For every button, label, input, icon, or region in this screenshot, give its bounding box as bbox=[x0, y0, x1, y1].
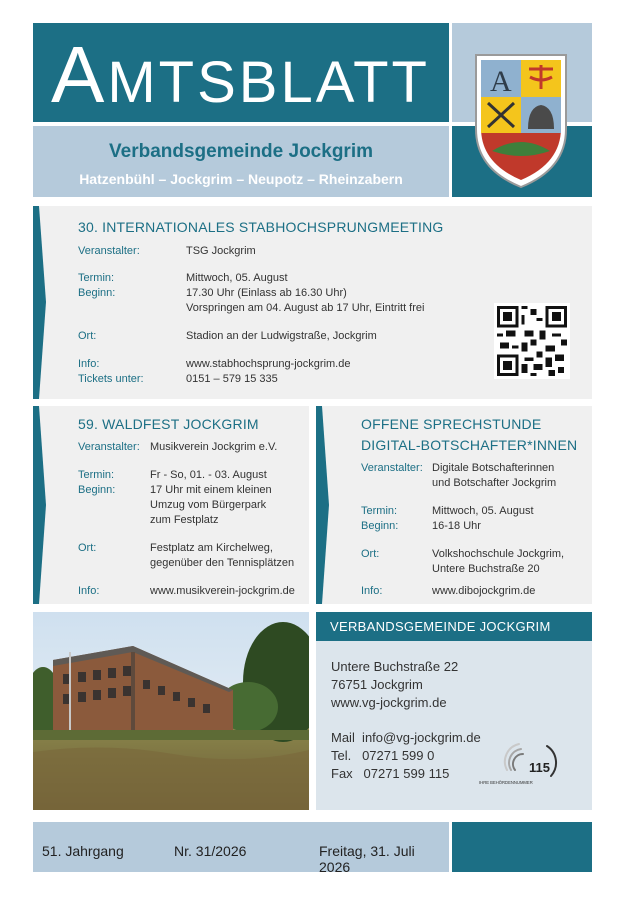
footer-bar bbox=[33, 822, 449, 875]
footer-issue-number: Nr. 31/2026 bbox=[174, 843, 247, 859]
chevron-marker bbox=[33, 406, 46, 604]
value-veranstalter: Musikverein Jockgrim e.V. bbox=[150, 441, 278, 453]
chevron-marker bbox=[33, 206, 46, 399]
municipality-name: Verbandsgemeinde Jockgrim bbox=[109, 141, 373, 162]
value-ort-line2: Untere Buchstraße 20 bbox=[432, 563, 540, 575]
coat-of-arms-logo bbox=[472, 51, 570, 191]
value-termin: Mittwoch, 05. August bbox=[186, 272, 288, 284]
value-info-link[interactable]: www.stabhochsprung-jockgrim.de bbox=[186, 358, 351, 370]
value-tickets-phone: 0151 – 579 15 335 bbox=[186, 373, 278, 385]
footer-jahrgang: 51. Jahrgang bbox=[42, 843, 124, 859]
subtitle-banner bbox=[33, 126, 449, 197]
label-info: Info: bbox=[78, 358, 100, 370]
label-beginn: Beginn: bbox=[78, 484, 116, 496]
label-beginn: Beginn: bbox=[78, 287, 116, 299]
contact-panel bbox=[316, 612, 592, 810]
value-beginn: 17 Uhr mit einem kleinen bbox=[150, 484, 272, 496]
contact-street: Untere Buchstraße 22 bbox=[331, 659, 459, 674]
label-info: Info: bbox=[78, 585, 100, 597]
label-veranstalter: Veranstalter: bbox=[361, 462, 423, 474]
qr-code-icon[interactable] bbox=[494, 303, 570, 379]
masthead-title bbox=[51, 30, 430, 123]
value-beginn-note: Vorspringen am 04. August ab 17 Uhr, Eintritt frei bbox=[186, 302, 425, 314]
value-beginn: 17.30 Uhr (Einlass ab 16.30 Uhr) bbox=[186, 287, 347, 299]
event-title: 30. INTERNATIONALES STABHOCHSPRUNGMEETING bbox=[78, 219, 444, 235]
title-initial: A bbox=[51, 30, 108, 119]
label-termin: Termin: bbox=[78, 469, 115, 481]
contact-city: 76751 Jockgrim bbox=[331, 677, 423, 692]
contact-mail[interactable]: Mail info@vg-jockgrim.de bbox=[331, 730, 481, 745]
value-ort-line2: gegenüber den Tennisplätzen bbox=[150, 557, 295, 569]
label-veranstalter: Veranstalter: bbox=[78, 245, 140, 257]
contact-website-link[interactable]: www.vg-jockgrim.de bbox=[331, 695, 447, 710]
municipality-towns: Hatzenbühl – Jockgrim – Neupotz – Rheinzabern bbox=[79, 171, 403, 187]
event-title: OFFENE SPRECHSTUNDE bbox=[361, 416, 542, 432]
value-info-link[interactable]: www.dibojockgrim.de bbox=[432, 585, 536, 597]
label-ort: Ort: bbox=[361, 548, 380, 560]
contact-tel: Tel. 07271 599 0 bbox=[331, 748, 435, 763]
value-info-link[interactable]: www.musikverein-jockgrim.de bbox=[150, 585, 295, 597]
label-beginn: Beginn: bbox=[361, 520, 399, 532]
value-termin: Fr - So, 01. - 03. August bbox=[150, 469, 267, 481]
value-veranstalter: TSG Jockgrim bbox=[186, 245, 256, 257]
value-veranstalter-line2: und Botschafter Jockgrim bbox=[432, 477, 557, 489]
value-beginn-line2: Umzug vom Bürgerpark bbox=[150, 499, 267, 511]
value-ort: Festplatz am Kirchelweg, bbox=[150, 542, 273, 554]
footer-date: Freitag, 31. Juli 2026 bbox=[319, 843, 415, 875]
contact-heading: VERBANDSGEMEINDE JOCKGRIM bbox=[316, 612, 592, 641]
behoerdennummer-115-logo bbox=[475, 736, 565, 788]
label-termin: Termin: bbox=[361, 505, 398, 517]
value-termin: Mittwoch, 05. August bbox=[432, 505, 534, 517]
value-ort: Volkshochschule Jockgrim, bbox=[432, 548, 565, 560]
chevron-marker bbox=[316, 406, 329, 604]
value-beginn-line3: zum Festplatz bbox=[150, 514, 219, 526]
label-ort: Ort: bbox=[78, 542, 97, 554]
label-tickets: Tickets unter: bbox=[78, 373, 144, 385]
contact-fax: Fax 07271 599 115 bbox=[331, 766, 450, 781]
value-ort: Stadion an der Ludwigstraße, Jockgrim bbox=[186, 330, 377, 342]
title-rest: MTSBLATT bbox=[107, 50, 430, 115]
label-info: Info: bbox=[361, 585, 383, 597]
label-veranstalter: Veranstalter: bbox=[78, 441, 140, 453]
value-beginn: 16-18 Uhr bbox=[432, 520, 481, 532]
badge-number: 115 bbox=[529, 760, 550, 775]
svg-text:A: A bbox=[490, 65, 512, 98]
label-termin: Termin: bbox=[78, 272, 115, 284]
value-veranstalter: Digitale Botschafterinnen bbox=[432, 462, 555, 474]
badge-caption: IHRE BEHÖRDENNUMMER bbox=[479, 780, 533, 785]
crest-area bbox=[452, 23, 592, 197]
footer-accent bbox=[452, 822, 592, 872]
masthead bbox=[33, 23, 449, 122]
event-title: 59. WALDFEST JOCKGRIM bbox=[78, 416, 259, 432]
label-ort: Ort: bbox=[78, 330, 97, 342]
event-title-line2: DIGITAL-BOTSCHAFTER*INNEN bbox=[361, 437, 578, 453]
town-hall-photo bbox=[33, 612, 309, 810]
